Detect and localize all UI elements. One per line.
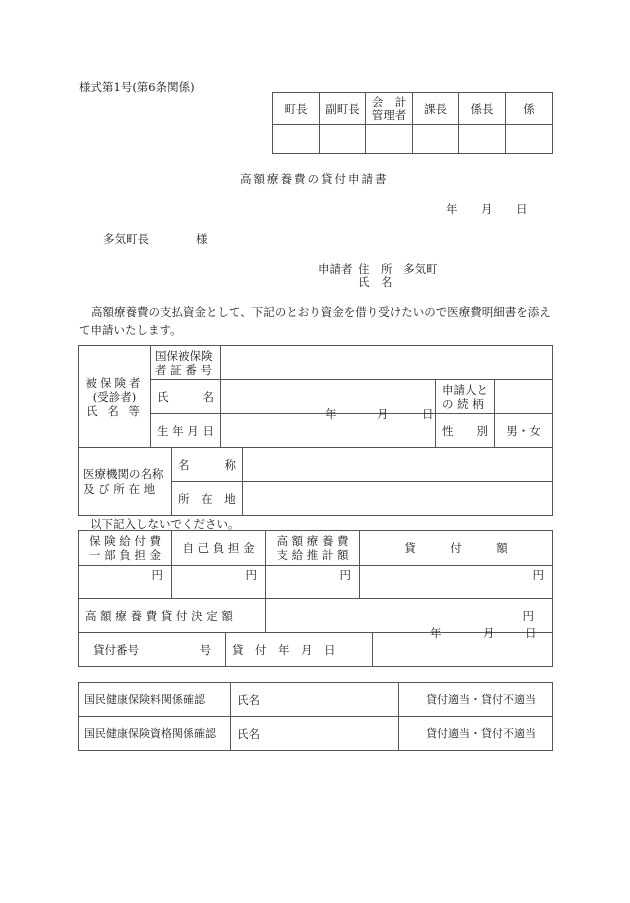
stamp-deputy-mayor[interactable] — [320, 125, 366, 154]
header-loan-amount: 貸 付 額 — [360, 531, 553, 566]
header-self-pay: 自 己 負 担 金 — [172, 531, 266, 566]
approval-header-deputy-mayor: 副町長 — [320, 93, 366, 125]
addressee-name: 多気町長 — [103, 232, 149, 246]
applicant-address-value: 多気町 — [403, 262, 438, 276]
card-number-field[interactable] — [221, 346, 553, 380]
sex-selector[interactable]: 男・女 — [495, 414, 553, 448]
loan-number-suffix: 号 — [199, 642, 211, 657]
name-label-a: 氏 — [157, 389, 169, 404]
approval-table — [272, 92, 553, 154]
header-estimated-benefit — [266, 531, 360, 566]
relation-label-line2: の 続 柄 — [442, 396, 484, 411]
accountant-line1: 会 計 — [371, 94, 407, 109]
date-day: 日 — [516, 202, 528, 216]
medical-group-label — [79, 448, 172, 516]
applicant-address-label: 住 所 — [358, 262, 393, 276]
confirmation-row-eligibility — [79, 717, 553, 751]
header-insurance-copay-line1: 保 険 給 付 費 — [88, 534, 162, 548]
insured-group-line3: 氏 名 等 — [86, 403, 143, 418]
insured-group-label — [79, 346, 151, 448]
institution-address-label: 所 在 地 — [172, 482, 243, 516]
medical-group-line1: 医療機関の名称 — [83, 466, 164, 481]
decision-amount-label: 高 額 療 養 費 貸 付 決 定 額 — [79, 599, 266, 633]
body-text-line1: 高額療養費の支払資金として、下記のとおり資金を借り受けたいので医療費明細書を添え — [91, 305, 551, 319]
confirmation-result[interactable]: 貸付適当・貸付不適当 — [399, 683, 553, 717]
body-text-line2: て申請いたします。 — [79, 323, 182, 337]
relation-label-line1: 申請人と — [442, 382, 488, 397]
stamp-staff[interactable] — [506, 125, 553, 154]
birth-label: 生 年 月 日 — [151, 414, 221, 448]
card-number-label-line2: 者 証 番 号 — [155, 362, 212, 377]
sex-label-a: 性 — [442, 423, 454, 438]
approval-header-accountant — [366, 93, 413, 125]
sex-label-b: 別 — [476, 423, 488, 438]
loan-date-month: 月 — [483, 626, 495, 640]
estimated-benefit-field[interactable]: 円 — [266, 566, 360, 599]
loan-date-label: 貸 付 年 月 日 — [226, 633, 373, 667]
institution-name-label — [172, 448, 243, 482]
card-number-label-line1: 国保被保険 — [155, 348, 213, 363]
applicant-label: 申請者 — [318, 262, 353, 276]
applicant-name-label: 氏 名 — [358, 275, 393, 289]
date-month: 月 — [481, 202, 493, 216]
card-number-label — [151, 346, 221, 380]
loan-amount-field[interactable]: 円 — [360, 566, 553, 599]
confirmation-name-field[interactable]: 氏名 — [231, 683, 399, 717]
institution-name-field[interactable] — [243, 448, 553, 482]
header-estimated-benefit-line2: 支 給 推 計 額 — [276, 548, 349, 562]
accountant-line2: 管理者 — [371, 107, 407, 122]
insured-group-line2: (受診者) — [92, 389, 137, 404]
loan-number-label: 貸付番号 — [93, 642, 139, 657]
decision-amount-field[interactable]: 円 — [266, 599, 553, 633]
institution-name-label-a: 名 — [178, 457, 190, 472]
birth-year: 年 — [325, 407, 337, 421]
approval-header-staff: 係 — [506, 93, 553, 125]
header-insurance-copay — [79, 531, 172, 566]
confirmation-name-field[interactable]: 氏名 — [231, 717, 399, 751]
sex-label — [436, 414, 495, 448]
confirmation-result[interactable]: 貸付適当・貸付不適当 — [399, 717, 553, 751]
birth-day: 日 — [422, 407, 434, 421]
confirmation-label: 国民健康保険資格関係確認 — [79, 717, 231, 751]
approval-header-section-chief: 課長 — [413, 93, 459, 125]
institution-name-label-b: 称 — [224, 457, 236, 472]
date-year: 年 — [446, 202, 458, 216]
loan-number-cell[interactable] — [79, 633, 226, 667]
medical-group-line2: 及 び 所 在 地 — [83, 481, 156, 496]
confirmation-label: 国民健康保険料関係確認 — [79, 683, 231, 717]
stamp-mayor[interactable] — [273, 125, 320, 154]
birth-field[interactable] — [221, 407, 436, 448]
approval-header-subsection-chief: 係長 — [459, 93, 506, 125]
addressee-honorific: 様 — [196, 232, 208, 246]
loan-date-field[interactable] — [373, 626, 553, 667]
name-label — [151, 380, 221, 414]
stamp-section-chief[interactable] — [413, 125, 459, 154]
birth-month: 月 — [377, 407, 389, 421]
stamp-subsection-chief[interactable] — [459, 125, 506, 154]
insurance-copay-field[interactable]: 円 — [79, 566, 172, 599]
relation-field[interactable] — [495, 380, 553, 414]
notice-text: 以下記入しないでください。 — [90, 517, 240, 531]
insured-table — [78, 345, 553, 448]
page-title: 高額療養費の貸付申請書 — [240, 172, 389, 186]
insured-group-line1: 被保険者 — [85, 375, 144, 390]
medical-table — [78, 447, 553, 516]
institution-address-field[interactable] — [243, 482, 553, 516]
loan-date-year: 年 — [430, 626, 442, 640]
header-estimated-benefit-line1: 高 額 療 養 費 — [276, 534, 349, 548]
office-table — [78, 530, 553, 667]
confirmation-table — [78, 682, 553, 751]
name-label-b: 名 — [202, 389, 214, 404]
confirmation-row-premium — [79, 683, 553, 717]
relation-label — [436, 380, 495, 414]
approval-header-mayor: 町長 — [273, 93, 320, 125]
stamp-accountant[interactable] — [366, 125, 413, 154]
header-insurance-copay-line2: 一 部 負 担 金 — [88, 548, 162, 562]
loan-date-day: 日 — [525, 626, 537, 640]
form-number: 様式第1号(第6条関係) — [79, 80, 195, 94]
self-pay-field[interactable]: 円 — [172, 566, 266, 599]
